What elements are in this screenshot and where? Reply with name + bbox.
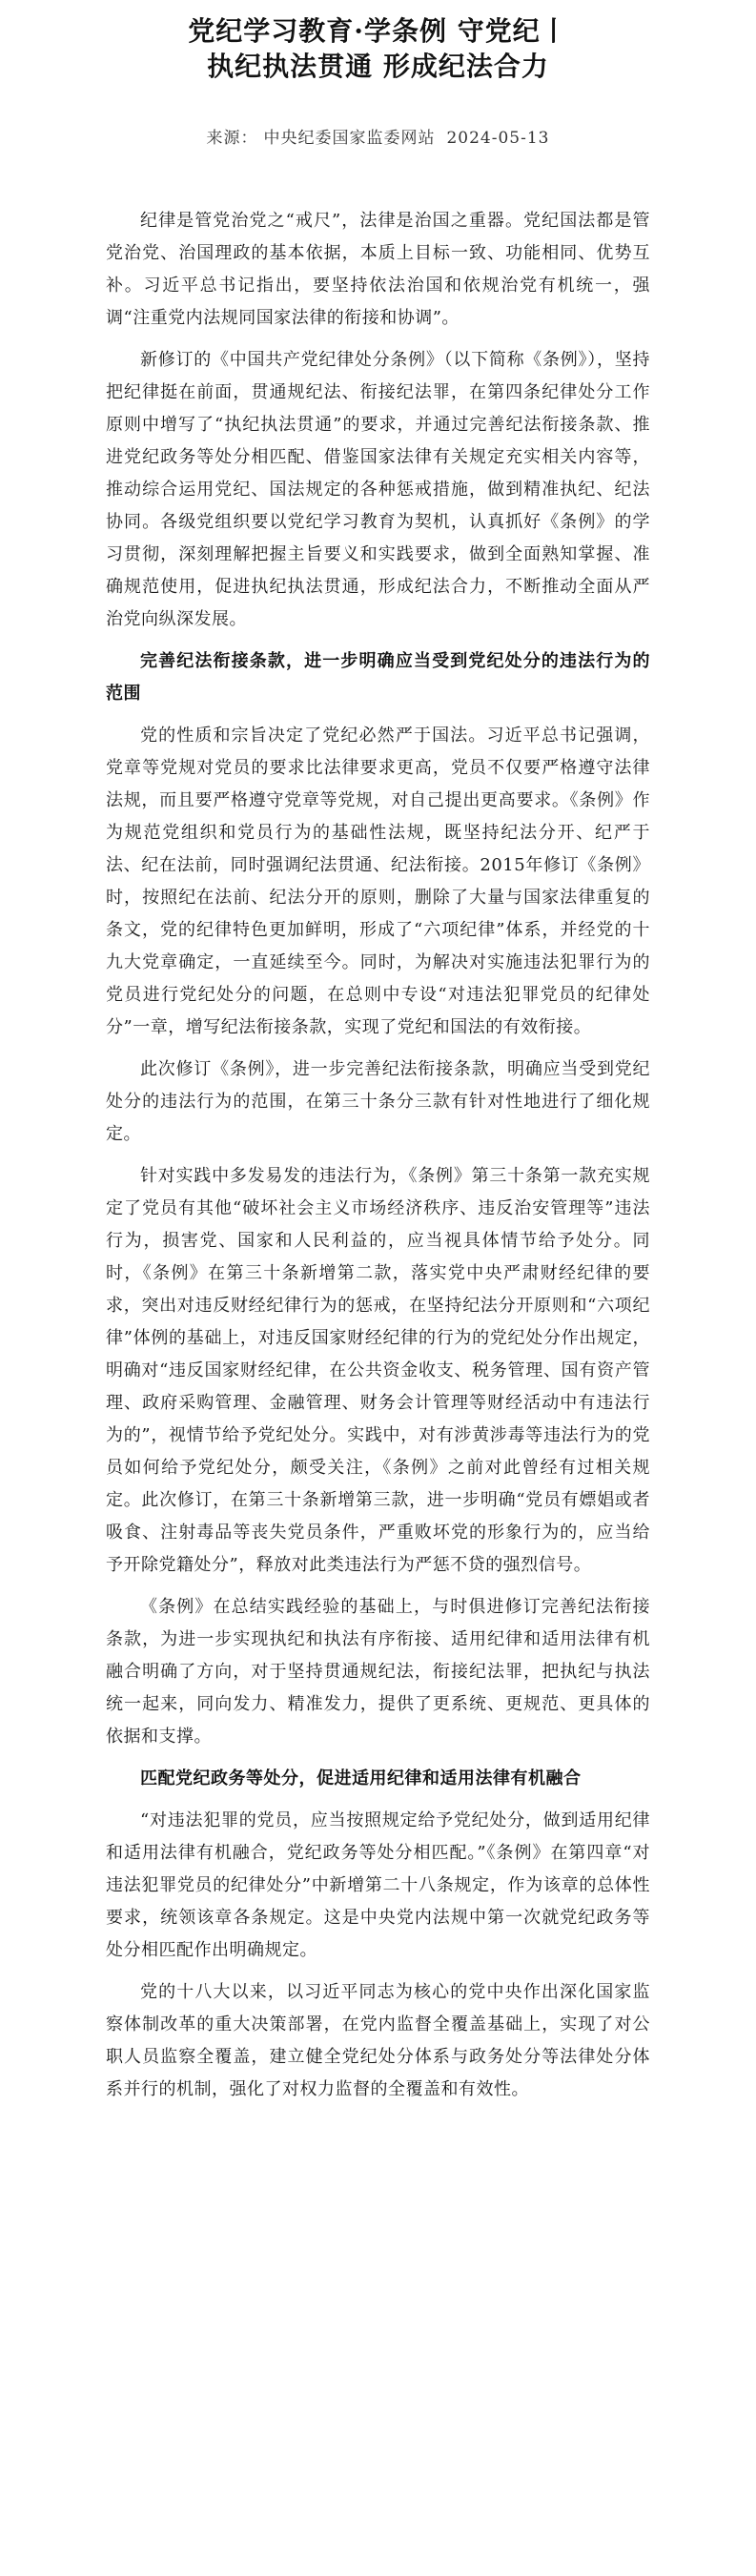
source-label: 来源： bbox=[206, 129, 258, 148]
body-paragraph: 《条例》在总结实践经验的基础上，与时俱进修订完善纪法衔接条款，为进一步实现执纪和执法有序衔接、适用纪律和适用法律有机融合明确了方向，对于坚持贯通规纪法，衔接纪法罪，把执纪与执法统一起来，同向发力、精准发力，提供了更系统、更规范、更具体的依据和支撑。 bbox=[106, 1597, 650, 1747]
section-heading: 完善纪法衔接条款，进一步明确应当受到党纪处分的违法行为的范围 bbox=[106, 651, 650, 704]
title-line-2: 执纪执法贯通 形成纪法合力 bbox=[207, 51, 549, 82]
publish-date: 2024-05-13 bbox=[446, 129, 550, 148]
article-title bbox=[106, 13, 650, 84]
article-body bbox=[106, 205, 650, 2106]
body-paragraph: 新修订的《中国共产党纪律处分条例》（以下简称《条例》），坚持把纪律挺在前面，贯通规纪法、衔接纪法罪，在第四条纪律处分工作原则中增写了“执纪执法贯通”的要求，并通过完善纪法衔接条款、推进党纪政务等处分相匹配、借鉴国家法律有关规定充实相关内容等，推动综合运用党纪、国法规定的各种惩戒措施，做到精准执纪、纪法协同。各级党组织要以党纪学习教育为契机，认真抓好《条例》的学习贯彻，深刻理解把握主旨要义和实践要求，做到全面熟知掌握、准确规范使用，促进执纪执法贯通，形成纪法合力，不断推动全面从严治党向纵深发展。 bbox=[106, 350, 650, 629]
body-paragraph: 此次修订《条例》，进一步完善纪法衔接条款，明确应当受到党纪处分的违法行为的范围，在第三十条分三款有针对性地进行了细化规定。 bbox=[106, 1059, 650, 1144]
article-meta bbox=[106, 127, 650, 150]
body-paragraph: 党的十八大以来，以习近平同志为核心的党中央作出深化国家监察体制改革的重大决策部署，在党内监督全覆盖基础上，实现了对公职人员监察全覆盖，建立健全党纪处分体系与政务处分等法律处分体系并行的机制，强化了对权力监督的全覆盖和有效性。 bbox=[106, 1982, 650, 2099]
body-paragraph: 纪律是管党治党之“戒尺”，法律是治国之重器。党纪国法都是管党治党、治国理政的基本依据，本质上目标一致、功能相同、优势互补。习近平总书记指出，要坚持依法治国和依规治党有机统一，强调“注重党内法规同国家法律的衔接和协调”。 bbox=[106, 211, 650, 328]
body-paragraph: “对违法犯罪的党员，应当按照规定给予党纪处分，做到适用纪律和适用法律有机融合，党纪政务等处分相匹配。”《条例》在第四章“对违法犯罪党员的纪律处分”中新增第二十八条规定，作为该章的总体性要求，统领该章各条规定。这是中央党内法规中第一次就党纪政务等处分相匹配作出明确规定。 bbox=[106, 1810, 650, 1960]
section-heading: 匹配党纪政务等处分，促进适用纪律和适用法律有机融合 bbox=[140, 1768, 582, 1789]
title-line-1: 党纪学习教育·学条例 守党纪丨 bbox=[188, 15, 568, 47]
body-paragraph: 党的性质和宗旨决定了党纪必然严于国法。习近平总书记强调，党章等党规对党员的要求比法律要求更高，党员不仅要严格遵守法律法规，而且要严格遵守党章等党规，对自己提出更高要求。《条例》作为规范党组织和党员行为的基础性法规，既坚持纪法分开、纪严于法、纪在法前，同时强调纪法贯通、纪法衔接。2015年修订《条例》时，按照纪在法前、纪法分开的原则，删除了大量与国家法律重复的条文，党的纪律特色更加鲜明，形成了“六项纪律”体系，并经党的十九大党章确定，一直延续至今。同时，为解决对实施违法犯罪行为的党员进行党纪处分的问题，在总则中专设“对违法犯罪党员的纪律处分”一章，增写纪法衔接条款，实现了党纪和国法的有效衔接。 bbox=[106, 726, 650, 1037]
body-paragraph: 针对实践中多发易发的违法行为，《条例》第三十条第一款充实规定了党员有其他“破坏社会主义市场经济秩序、违反治安管理等”违法行为，损害党、国家和人民利益的，应当视具体情节给予处分。同时，《条例》在第三十条新增第二款，落实党中央严肃财经纪律的要求，突出对违反财经纪律行为的惩戒，在坚持纪法分开原则和“六项纪律”体例的基础上，对违反国家财经纪律的行为的党纪处分作出规定，明确对“违反国家财经纪律，在公共资金收支、税务管理、国有资产管理、政府采购管理、金融管理、财务会计管理等财经活动中有违法行为的”，视情节给予党纪处分。实践中，对有涉黄涉毒等违法行为的党员如何给予党纪处分，颇受关注，《条例》之前对此曾经有过相关规定。此次修订，在第三十条新增第三款，进一步明确“党员有嫖娼或者吸食、注射毒品等丧失党员条件，严重败坏党的形象行为的，应当给予开除党籍处分”，释放对此类违法行为严惩不贷的强烈信号。 bbox=[106, 1166, 650, 1575]
source-name: 中央纪委国家监委网站 bbox=[263, 129, 436, 148]
